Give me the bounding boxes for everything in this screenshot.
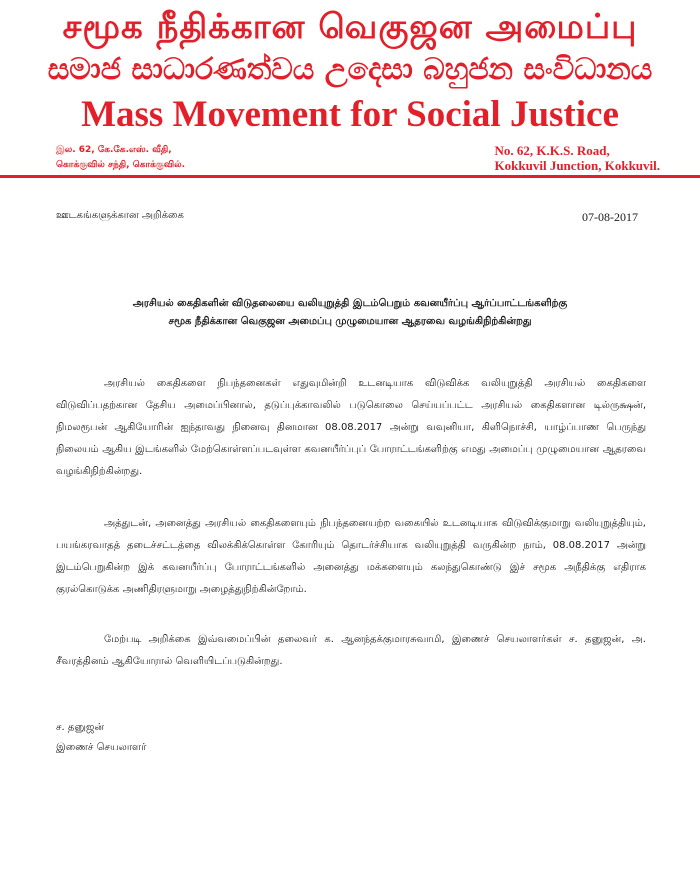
address-tamil <box>56 143 185 173</box>
heading-line1: அரசியல் கைதிகளின் விடுதலையை வலியுறுத்தி இடம்பெறும் கவனயீர்ப்பு ஆர்ப்பாட்டங்களிற்கு <box>132 298 568 309</box>
organization-name-sinhala: සමාජ සාධාරණත්වය උදෙසා බහුජන සංවිධානය <box>47 52 653 87</box>
statement-heading <box>40 295 660 331</box>
address-english <box>495 143 660 173</box>
heading-line2: சமூக நீதிக்கான வெகுஜன அமைப்பு முழுமையான ஆதரவை வழங்கிநிற்கின்றது <box>168 316 532 327</box>
signatory-role: இணைச் செயலாளர் <box>56 742 147 753</box>
address-tamil-line2: கொக்குவில் சந்தி, கொக்குவில். <box>56 160 185 170</box>
document-date: 07-08-2017 <box>582 210 638 224</box>
address-english-line2: Kokkuvil Junction, Kokkuvil. <box>494 158 660 173</box>
address-tamil-line1: இல. 62, கே.கே.எஸ். வீதி, <box>56 145 172 155</box>
address-english-line1: No. 62, K.K.S. Road, <box>494 143 610 158</box>
letterhead <box>0 0 700 180</box>
signatory-name: ச. தனுஜன் <box>56 722 105 733</box>
organization-name-english: Mass Movement for Social Justice <box>81 94 619 135</box>
organization-name-tamil: சமூக நீதிக்கான வெகுஜன அமைப்பு <box>62 7 638 47</box>
body-paragraph-2: அத்துடன், அனைத்து அரசியல் கைதிகளையும் நிபந்தனையற்ற வகையில் உடனடியாக விடுவிக்குமாறு வலியுறுத்தியும், பயங்கரவாதத் தடைச்சட்டத்தை விலக்கிக்கொள்ள கோரியும் தொடர்ச்சியாக வலியுறுத்தி வருகின்ற நாம், 08.08.2017 அன்று இடம்பெறுகின்ற இக் கவனயீர்ப்பு போராட்டங்களில் அனைத்து மக்களையும் கலந்துகொண்டு இச் சமூக அநீதிக்கு எதிராக குரல்கொடுக்க அணிதிரளுமாறு அழைத்துநிற்கின்றோம். <box>56 518 646 595</box>
body-paragraph-1: அரசியல் கைதிகளை நிபந்தனைகள் எதுவுமின்றி உடனடியாக விடுவிக்க வலியுறுத்தி அரசியல் கைதிகளை விடுவிப்பதற்கான தேசிய அமைப்பினால், தடுப்புக்காவலில் படுகொலை செய்யப்பட்ட அரசியல் கைதிகளான டில்ருக்ஷன், நிமலரூபன் ஆகியோரின் ஐந்தாவது நினைவு தினமான 08.08.2017 அன்று வவுனியா, கிளிநொச்சி, யாழ்ப்பாண பெருந்து நிலையம் ஆகிய இடங்களில் மேற்கொள்ளப்படவுள்ள கவனயீர்ப்புப் போராட்டங்களிற்கு எமது அமைப்பு முழுமையான ஆதரவை வழங்கிநிற்கின்றது. <box>56 378 646 477</box>
header-divider <box>0 175 700 178</box>
document-type: ஊடகங்களுக்கான அறிக்கை <box>56 210 184 221</box>
body-paragraph-3: மேற்படி அறிக்கை இவ்வமைப்பின் தலைவர் க. ஆனந்தக்குமாரசுவாமி, இணைச் செயலாளர்கள் ச. தனுஜன், அ. சீவரத்தினம் ஆகியோரால் வெளியிடப்படுகின்றது. <box>56 634 646 667</box>
